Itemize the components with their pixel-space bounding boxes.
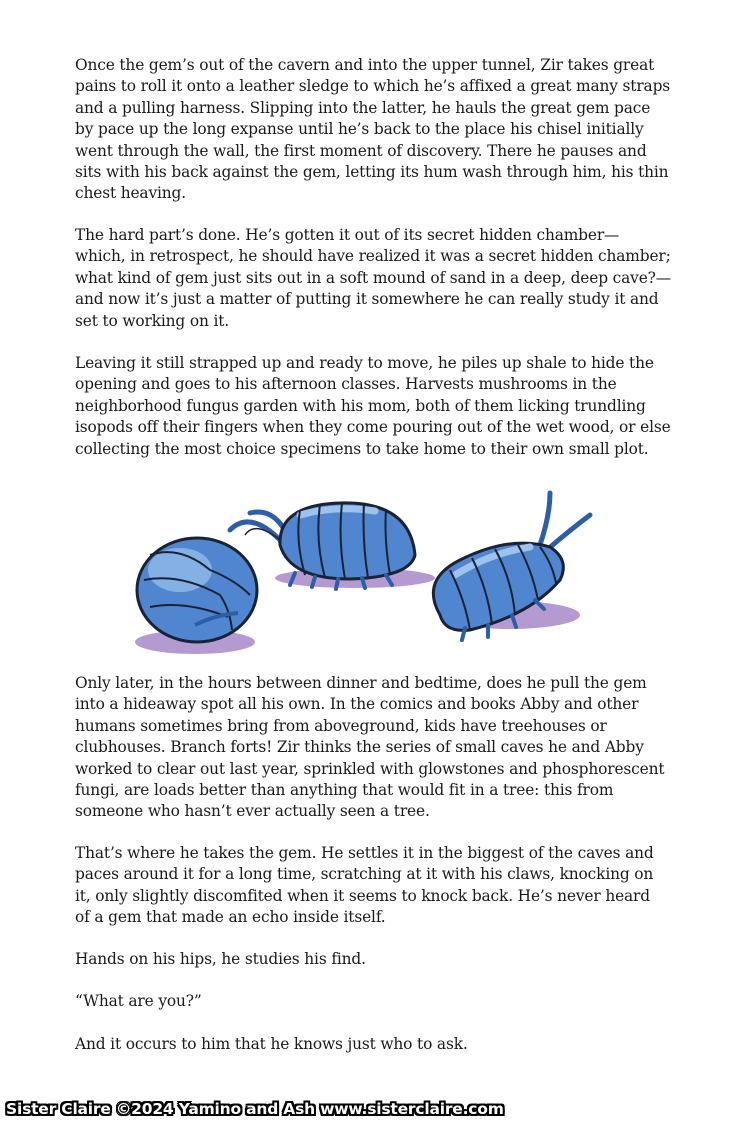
story-paragraph-2: The hard part’s done. He’s gotten it out of its secret hidden chamber— which, in retrospect, he should have realized it was a secret hidden chamber; what kind of gem just sits out in a soft mound of sand in a deep, deep cave?— and now it’s just a matter of putting it somewhere he can really study it and set to working on it. (75, 226, 672, 330)
story-paragraph-8: And it occurs to him that he knows just who to ask. (75, 1035, 468, 1053)
story-paragraph-7: “What are you?” (75, 992, 202, 1010)
story-paragraph-1: Once the gem’s out of the cavern and into the upper tunnel, Zir takes great pains to roll it onto a leather sledge to which he’s affixed a great many straps and a pulling harness. Slipping into the latter, he hauls the great gem pace by pace up the long expanse until he’s back to the place his chisel initially went through the wall, the first moment of discovery. There he pauses and sits with his back against the gem, letting its hum wash through him, his thin chest heaving. (75, 56, 671, 203)
story-paragraph-4: Only later, in the hours between dinner and bedtime, does he pull the gem into a hideaway spot all his own. In the comics and books Abby and other humans sometimes bring from aboveground, kids have treehouses or clubhouses. Branch forts! Zir thinks the series of small caves he and Abby worked to clear out last year, sprinkled with glowstones and phosphorescent fungi, are loads better than anything that would fit in a tree: this from someone who hasn’t ever actually seen a tree. (75, 674, 665, 821)
rolled-isopod (137, 538, 257, 642)
copyright-credit: Sister Claire ©2024 Yamino and Ash www.sisterclaire.com (6, 1100, 504, 1118)
isopods-illustration (120, 485, 600, 665)
story-paragraph-6: Hands on his hips, he studies his find. (75, 950, 366, 968)
story-paragraph-5: That’s where he takes the gem. He settles it in the biggest of the caves and paces around it for a long time, scratching at it with his claws, knocking on it, only slightly discomfited when it seems to knock back. He’s never heard of a gem that made an echo inside itself. (75, 844, 654, 927)
walking-isopod (230, 503, 415, 589)
story-paragraph-3: Leaving it still strapped up and ready to move, he piles up shale to hide the opening and goes to his afternoon classes. Harvests mushrooms in the neighborhood fungus garden with his mom, both of them licking trundling isopods off their fingers when they come pouring out of the wet wood, or else collecting the most choice specimens to take home to their own small plot. (75, 354, 671, 458)
